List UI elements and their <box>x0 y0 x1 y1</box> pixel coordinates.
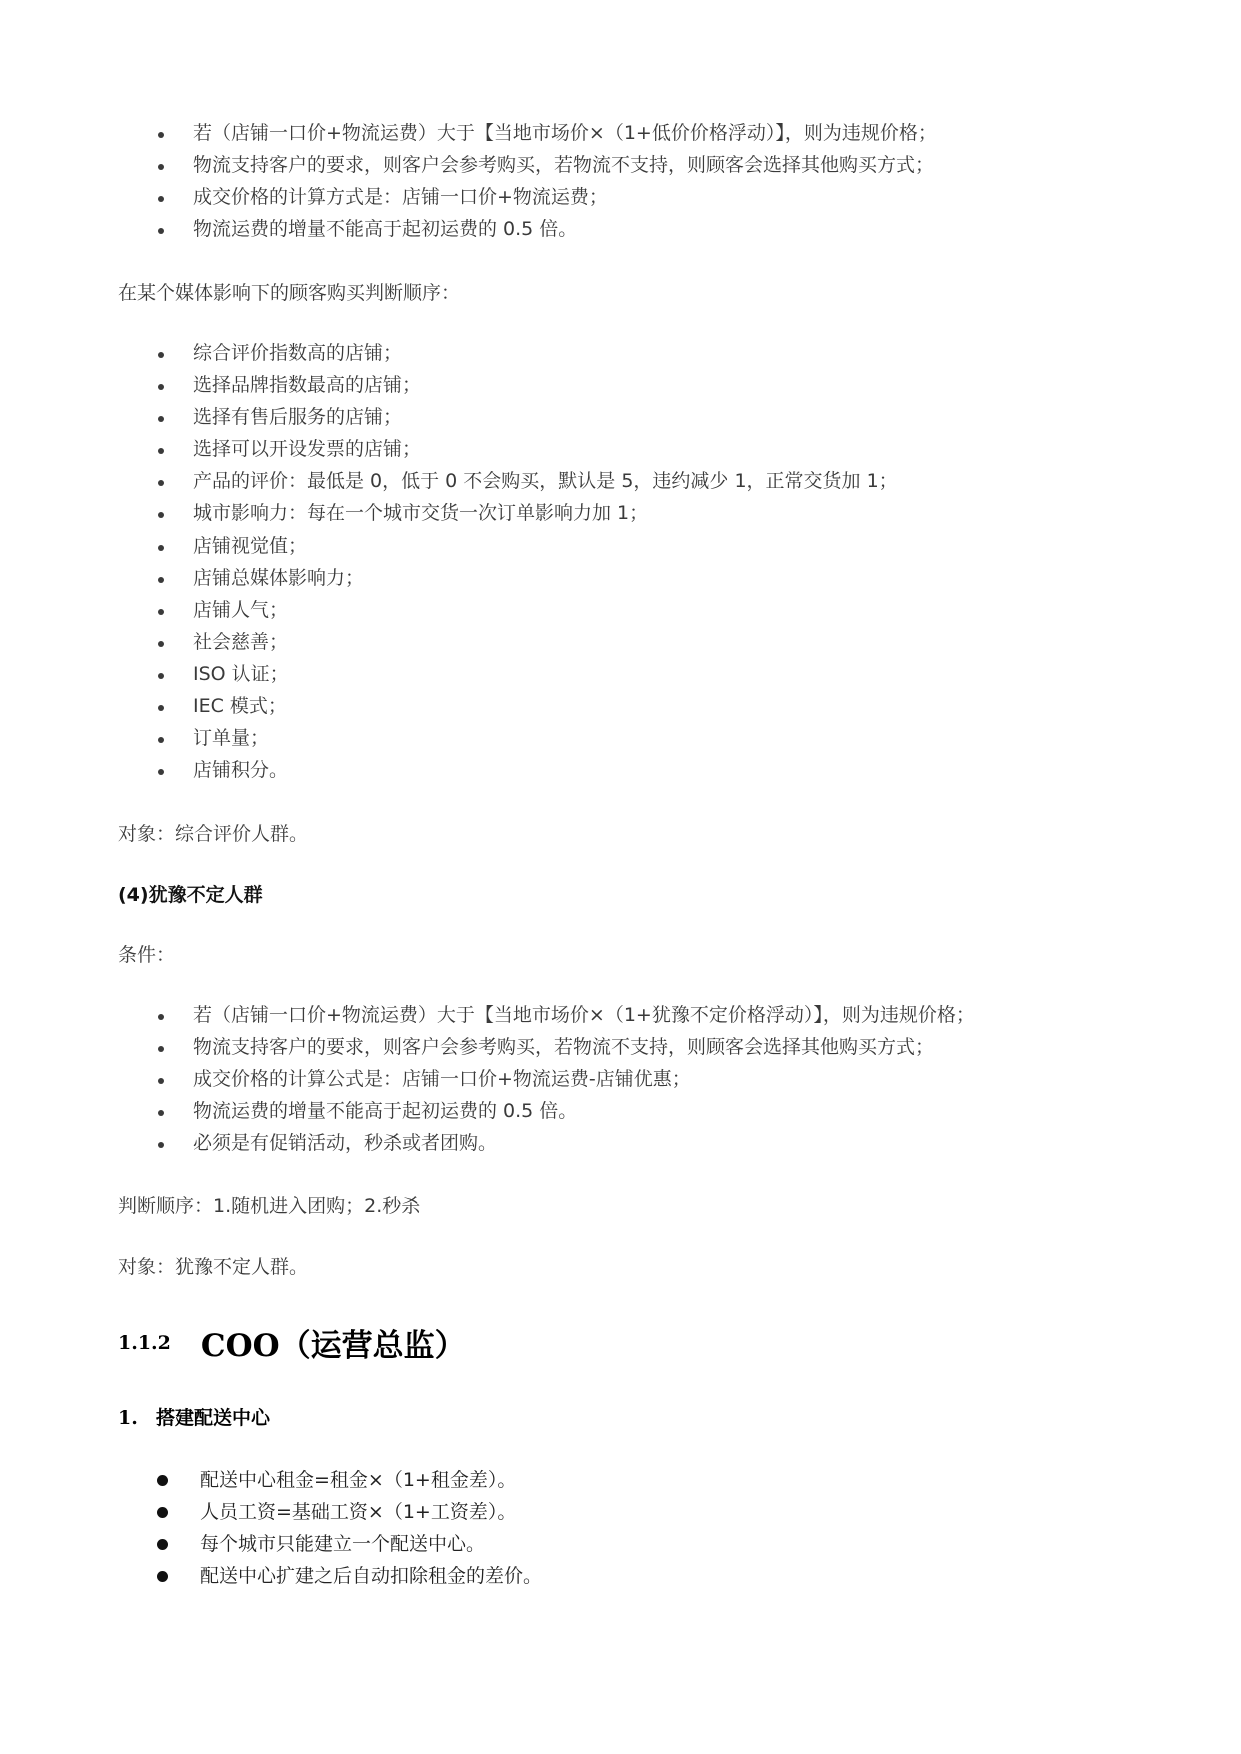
list-item: 物流支持客户的要求，则客户会参考购买，若物流不支持，则顾客会选择其他购买方式； <box>193 154 935 176</box>
list-item: 产品的评价：最低是 0，低于 0 不会购买，默认是 5，违约减少 1，正常交货加 1； <box>193 470 898 492</box>
bullet-icon <box>158 384 164 390</box>
list-item: ISO 认证； <box>193 663 289 685</box>
bullet-icon <box>158 705 164 711</box>
list-item: 社会慈善； <box>193 631 289 653</box>
bullet-icon <box>158 577 164 583</box>
step-heading-distribution-center <box>118 1405 270 1431</box>
bullet-icon <box>158 164 164 170</box>
bullet-icon <box>158 512 164 518</box>
bullet-icon <box>157 1475 168 1486</box>
list-item: 配送中心租金=租金×（1+租金差）。 <box>200 1469 517 1491</box>
bullet-icon <box>158 480 164 486</box>
section-title: COO（运营总监） <box>200 1328 466 1364</box>
list-item: 物流运费的增量不能高于起初运费的 0.5 倍。 <box>193 218 578 240</box>
section-heading-coo <box>118 1320 466 1365</box>
list-item: 选择有售后服务的店铺； <box>193 406 403 428</box>
bullet-icon <box>158 737 164 743</box>
step-number: 1. <box>118 1407 138 1429</box>
bullet-icon <box>158 1110 164 1116</box>
bullet-icon <box>158 641 164 647</box>
list-item: 物流支持客户的要求，则客户会参考购买，若物流不支持，则顾客会选择其他购买方式； <box>193 1036 935 1058</box>
list-item: 若（店铺一口价+物流运费）大于【当地市场价×（1+低价价格浮动）】，则为违规价格； <box>193 122 937 144</box>
bullet-icon <box>158 352 164 358</box>
bullet-icon <box>158 1014 164 1020</box>
bullet-icon <box>158 228 164 234</box>
list-item: 每个城市只能建立一个配送中心。 <box>200 1533 486 1555</box>
step-title: 搭建配送中心 <box>156 1407 271 1429</box>
section-number: 1.1.2 <box>118 1331 171 1354</box>
paragraph-judge-order: 判断顺序：1.随机进入团购；2.秒杀 <box>118 1195 421 1217</box>
list-item: 人员工资=基础工资×（1+工资差）。 <box>200 1501 517 1523</box>
paragraph-conditions: 条件： <box>118 944 176 966</box>
list-item: 成交价格的计算方式是：店铺一口价+物流运费； <box>193 186 608 208</box>
paragraph-target-2: 对象：犹豫不定人群。 <box>118 1256 309 1278</box>
list-item: 店铺总媒体影响力； <box>193 567 365 589</box>
bullet-icon <box>157 1539 168 1550</box>
list-item: 若（店铺一口价+物流运费）大于【当地市场价×（1+犹豫不定价格浮动）】，则为违规价格； <box>193 1004 975 1026</box>
list-item: 店铺积分。 <box>193 759 289 781</box>
bullet-icon <box>158 196 164 202</box>
bullet-icon <box>158 1142 164 1148</box>
list-item: 订单量； <box>193 727 270 749</box>
list-item: 必须是有促销活动，秒杀或者团购。 <box>193 1132 498 1154</box>
bullet-icon <box>158 416 164 422</box>
list-item: 综合评价指数高的店铺； <box>193 342 403 364</box>
bullet-icon <box>158 132 164 138</box>
bullet-icon <box>158 769 164 775</box>
bullet-icon <box>158 1046 164 1052</box>
list-item: IEC 模式； <box>193 695 287 717</box>
paragraph-media-order: 在某个媒体影响下的顾客购买判断顺序： <box>118 282 461 304</box>
bullet-icon <box>157 1507 168 1518</box>
paragraph-target-1: 对象：综合评价人群。 <box>118 823 309 845</box>
list-item: 物流运费的增量不能高于起初运费的 0.5 倍。 <box>193 1100 578 1122</box>
subheading-hesitant-group: (4)犹豫不定人群 <box>118 884 263 906</box>
list-item: 配送中心扩建之后自动扣除租金的差价。 <box>200 1565 543 1587</box>
list-item: 选择可以开设发票的店铺； <box>193 438 422 460</box>
list-item: 成交价格的计算公式是：店铺一口价+物流运费-店铺优惠； <box>193 1068 691 1090</box>
list-item: 店铺人气； <box>193 599 289 621</box>
bullet-icon <box>157 1571 168 1582</box>
bullet-icon <box>158 673 164 679</box>
bullet-icon <box>158 448 164 454</box>
list-item: 店铺视觉值； <box>193 535 308 557</box>
list-item: 选择品牌指数最高的店铺； <box>193 374 422 396</box>
bullet-icon <box>158 1078 164 1084</box>
bullet-icon <box>158 545 164 551</box>
bullet-icon <box>158 609 164 615</box>
list-item: 城市影响力：每在一个城市交货一次订单影响力加 1； <box>193 502 649 524</box>
